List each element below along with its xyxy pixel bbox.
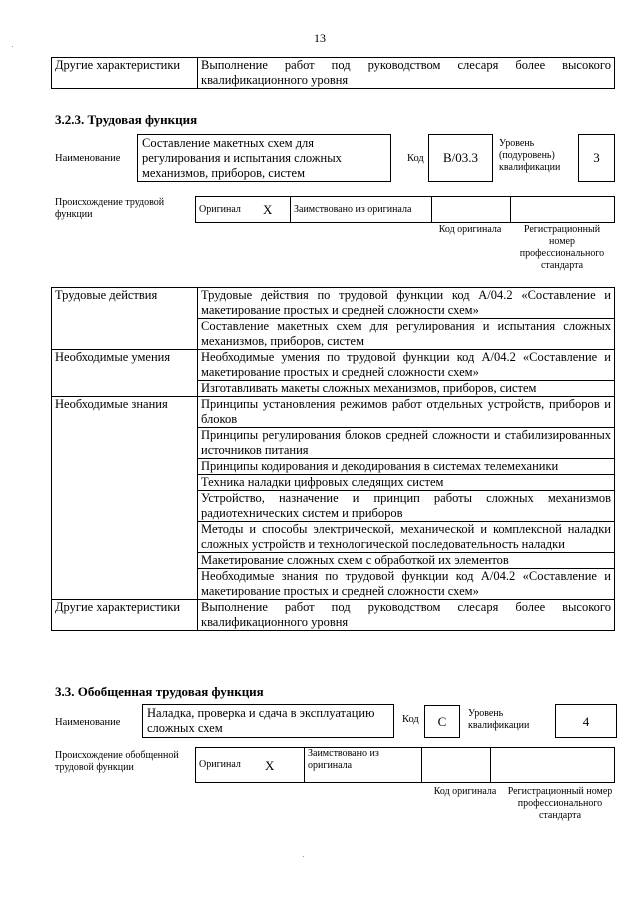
code-original-label: Код оригинала <box>433 786 497 797</box>
code-box <box>428 134 493 182</box>
scan-speck <box>303 856 304 857</box>
general-function-name-value: Наладка, проверка и сдача в эксплуатацию сложных схем <box>147 706 375 735</box>
row-text: Выполнение работ под руководством слесаря более высокого квалификационного уровня <box>198 600 615 631</box>
reg-number-label: Регистрационный номер профессионального стандарта <box>519 224 605 271</box>
row-label: Необходимые умения <box>52 350 198 397</box>
row-label: Другие характеристики <box>52 58 198 89</box>
level-value: 4 <box>582 714 590 729</box>
row-label: Другие характеристики <box>52 600 198 631</box>
scan-speck <box>12 46 13 47</box>
code-original-cell <box>432 197 511 223</box>
level-box <box>555 704 617 738</box>
top-characteristics-table <box>51 57 615 89</box>
reg-number-cell <box>511 197 615 223</box>
row-text: Макетирование сложных схем с обработкой их элементов <box>198 553 615 569</box>
row-text: Техника наладки цифровых следящих систем <box>198 475 615 491</box>
level-label: Уровень (подуровень) квалификации <box>499 138 561 173</box>
row-text: Необходимые знания по трудовой функции код А/04.2 «Составление и макетирование простых и средней сложности схем» <box>198 569 615 600</box>
code-label: Код <box>402 714 419 725</box>
name-label: Наименование <box>55 717 121 728</box>
row-text: Принципы регулирования блоков средней сложности и стабилизированных источников питания <box>198 428 615 459</box>
code-box <box>424 705 460 738</box>
code-label: Код <box>407 153 424 164</box>
row-label: Необходимые знания <box>52 397 198 600</box>
row-text: Необходимые умения по трудовой функции код А/04.2 «Составление и макетирование простых и средней сложности схем» <box>198 350 615 381</box>
row-text: Устройство, назначение и принцип работы сложных механизмов радиотехнических систем и приборов <box>198 491 615 522</box>
function-name-value: Составление макетных схем для регулирования и испытания сложных механизмов, приборов, систем <box>142 136 342 180</box>
row-text: Изготавливать макеты сложных механизмов, приборов, систем <box>198 381 615 397</box>
origin-table <box>195 747 615 783</box>
level-box <box>578 134 615 182</box>
original-mark: X <box>260 197 291 223</box>
row-text: Принципы кодирования и декодирования в системах телемеханики <box>198 459 615 475</box>
page-number: 13 <box>314 31 326 45</box>
reg-number-cell <box>491 748 615 783</box>
row-text: Составление макетных схем для регулирования и испытания сложных механизмов, приборов, систем <box>198 319 615 350</box>
table-row <box>52 58 615 89</box>
code-value: B/03.3 <box>442 150 479 165</box>
borrowed-label: Заимствовано из оригинала <box>291 197 432 223</box>
borrowed-label: Заимствовано из оригинала <box>305 748 422 783</box>
row-text: Выполнение работ под руководством слесаря более высокого квалификационного уровня <box>198 58 615 89</box>
row-text: Трудовые действия по трудовой функции код А/04.2 «Составление и макетирование простых и средней сложности схем» <box>198 288 615 319</box>
labor-function-table <box>51 287 615 631</box>
table-row <box>52 397 615 428</box>
table-row <box>52 350 615 381</box>
general-function-name-box <box>142 704 394 738</box>
origin-label: Происхождение обобщенной трудовой функции <box>55 750 179 773</box>
function-name-box <box>137 134 391 182</box>
origin-table <box>195 196 615 223</box>
code-original-label: Код оригинала <box>438 224 502 235</box>
original-mark: X <box>262 748 305 783</box>
code-original-cell <box>422 748 491 783</box>
section-heading-33: 3.3. Обобщенная трудовая функция <box>55 684 264 699</box>
row-text: Методы и способы электрической, механической и комплексной наладки сложных устройств и технологической последовательность наладки <box>198 522 615 553</box>
name-label: Наименование <box>55 153 121 164</box>
table-row <box>52 600 615 631</box>
origin-label: Происхождение трудовой функции <box>55 197 165 220</box>
level-value: 3 <box>593 150 600 165</box>
original-label: Оригинал <box>196 748 263 783</box>
code-value: C <box>437 714 447 729</box>
reg-number-label: Регистрационный номер профессионального стандарта <box>507 786 613 821</box>
row-label: Трудовые действия <box>52 288 198 350</box>
original-label: Оригинал <box>196 197 261 223</box>
table-row <box>52 288 615 319</box>
level-label: Уровень квалификации <box>468 708 530 731</box>
row-text: Принципы установления режимов работ отдельных устройств, приборов и блоков <box>198 397 615 428</box>
section-heading-323: 3.2.3. Трудовая функция <box>55 112 198 127</box>
